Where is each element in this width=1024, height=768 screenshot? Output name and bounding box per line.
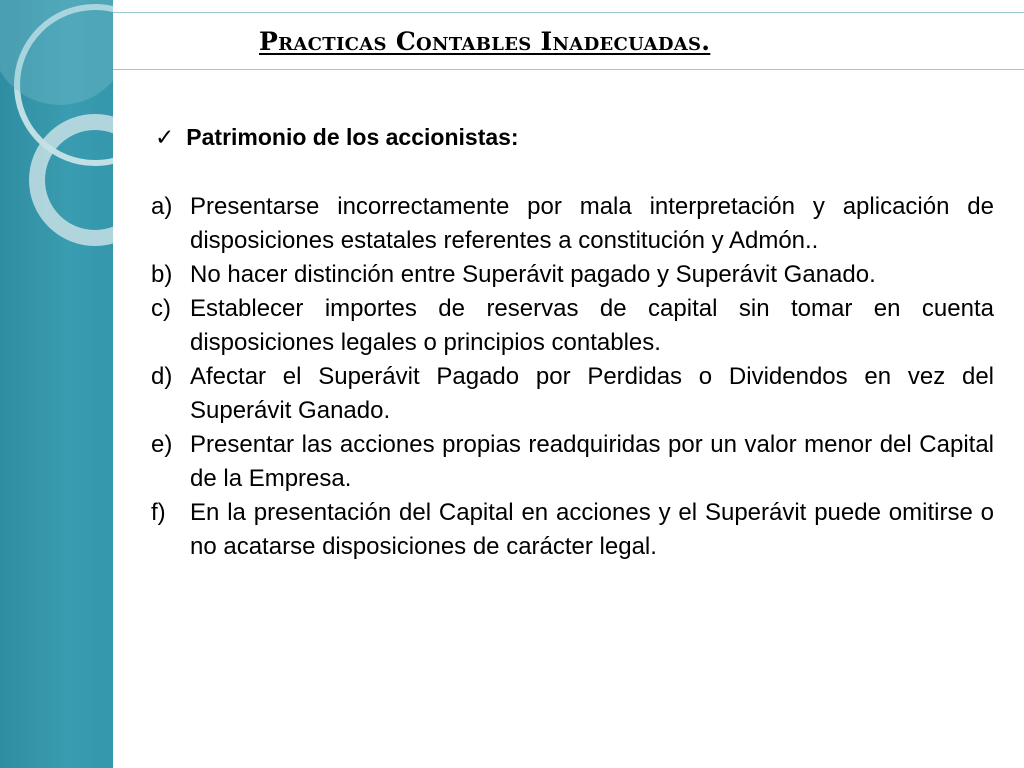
list-marker: c) xyxy=(151,295,171,322)
list-marker: d) xyxy=(151,363,173,390)
list-item-text: En la presentación del Capital en acciones y el Superávit puede omitirse o no acatarse disposiciones de carácter legal. xyxy=(190,499,994,560)
list-item-text: Afectar el Superávit Pagado por Perdidas o Dividendos en vez del Superávit Ganado. xyxy=(190,363,994,424)
list-item xyxy=(151,292,994,360)
list-item xyxy=(151,190,994,258)
list-item xyxy=(151,496,994,564)
list-marker: b) xyxy=(151,261,173,288)
list-marker: e) xyxy=(151,431,173,458)
decorative-sidebar xyxy=(0,0,113,768)
list-marker: a) xyxy=(151,193,173,220)
list-item xyxy=(151,428,994,496)
item-list xyxy=(151,190,994,564)
list-marker: f) xyxy=(151,499,166,526)
checkmark-icon: ✓ xyxy=(155,124,175,150)
list-item-text: Establecer importes de reservas de capital sin tomar en cuenta disposiciones legales o principios contables. xyxy=(190,295,994,356)
list-item-text: Presentar las acciones propias readquiridas por un valor menor del Capital de la Empresa. xyxy=(190,431,994,492)
list-item-text: No hacer distinción entre Superávit pagado y Superávit Ganado. xyxy=(190,261,876,288)
decorative-circles xyxy=(0,0,113,768)
section-heading-text: Patrimonio de los accionistas: xyxy=(186,124,519,150)
list-item xyxy=(151,360,994,428)
section-heading xyxy=(155,124,519,151)
list-item xyxy=(151,258,994,292)
slide-title: Practicas Contables Inadecuadas. xyxy=(259,27,711,56)
list-item-text: Presentarse incorrectamente por mala interpretación y aplicación de disposiciones estatales referentes a constitución y Admón.. xyxy=(190,193,994,254)
